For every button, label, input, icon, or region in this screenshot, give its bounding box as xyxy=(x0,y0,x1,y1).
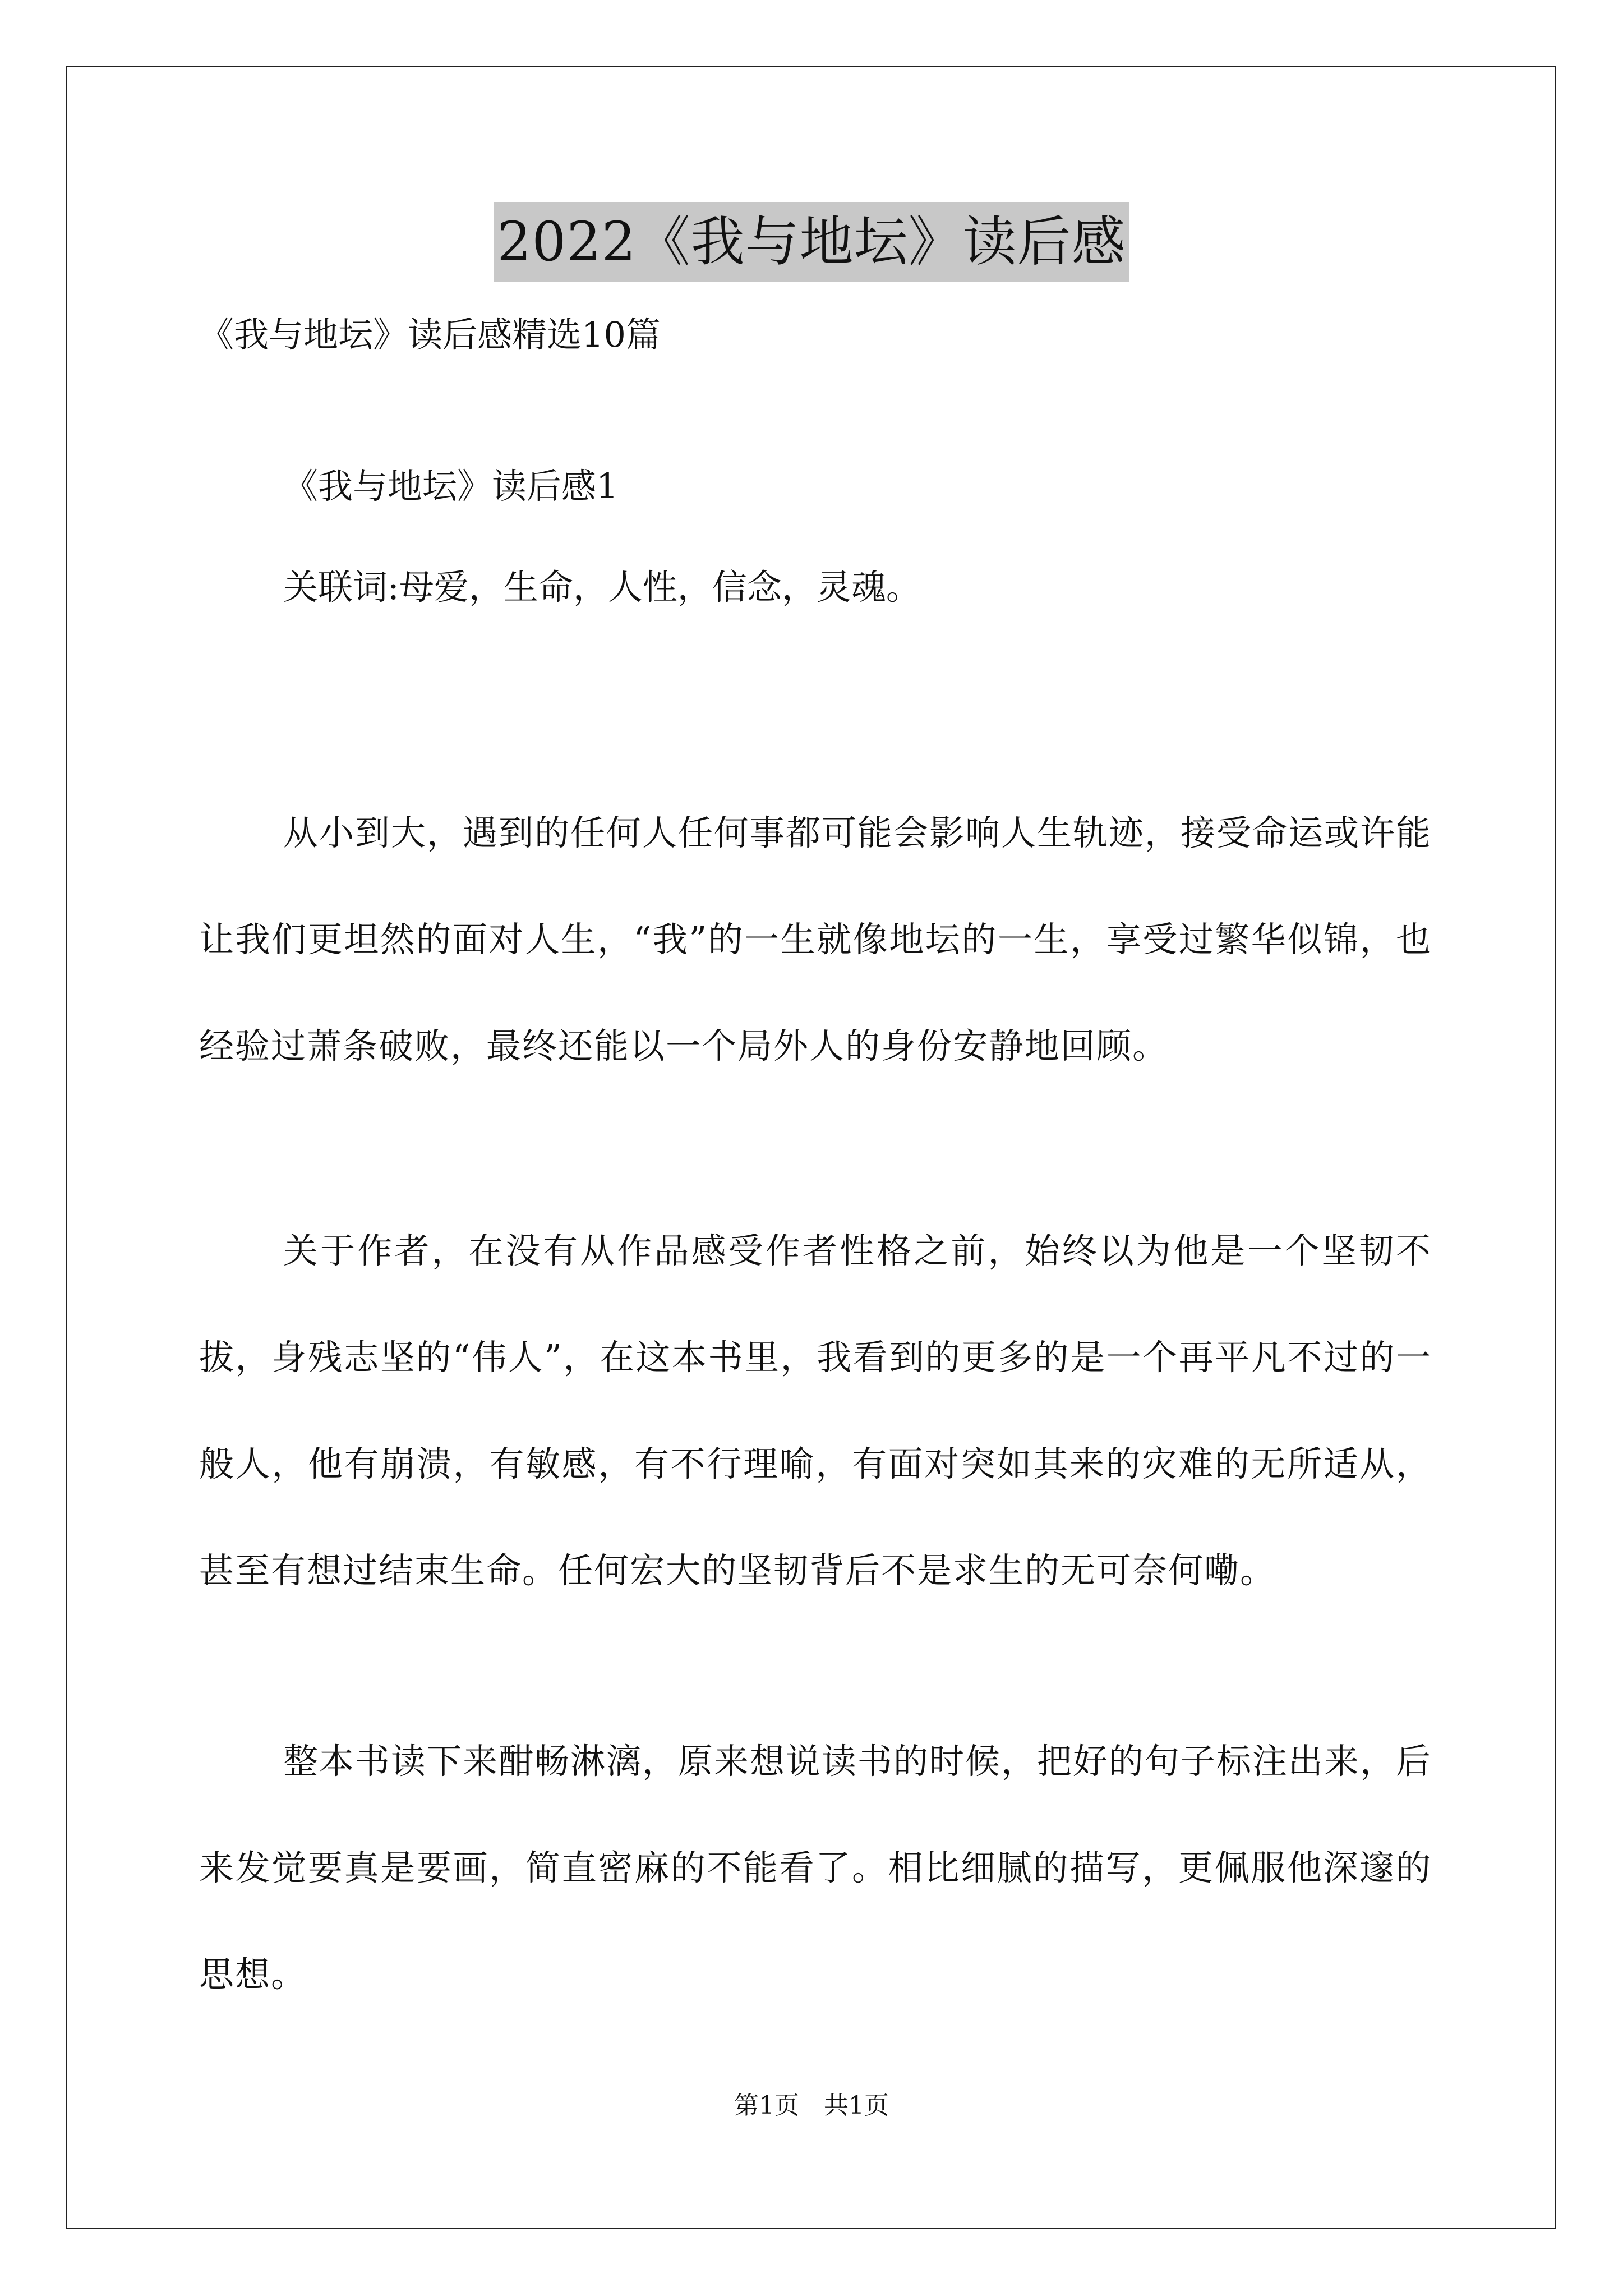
title-container xyxy=(0,202,1623,282)
body-paragraph: 关于作者，在没有从作品感受作者性格之前，始终以为他是一个坚韧不拔，身残志坚的“伟人”，在这本书里，我看到的更多的是一个再平凡不过的一般人，他有崩溃，有敏感，有不行理喻，有面对突如其来的灾难的无所适从，甚至有想过结束生命。任何宏大的坚韧背后不是求生的无可奈何嘞。 xyxy=(199,1230,1432,1591)
document-title: 2022《我与地坛》读后感 xyxy=(494,202,1129,282)
body-paragraph: 从小到大，遇到的任何人任何事都可能会影响人生轨迹，接受命运或许能让我们更坦然的面对人生，“我”的一生就像地坛的一生，享受过繁华似锦，也经验过萧条破败，最终还能以一个局外人的身份安静地回顾。 xyxy=(199,812,1432,1066)
section-heading: 《我与地坛》读后感1 xyxy=(283,466,619,507)
body-paragraph: 整本书读下来酣畅淋漓，原来想说读书的时候，把好的句子标注出来，后来发觉要真是要画，简直密麻的不能看了。相比细腻的描写，更佩服他深邃的思想。 xyxy=(199,1741,1432,1995)
page-footer: 第1页 共1页 xyxy=(734,2091,889,2120)
keywords-line: 关联词:母爱，生命，人性，信念，灵魂。 xyxy=(283,567,921,608)
document-subtitle: 《我与地坛》读后感精选10篇 xyxy=(199,314,661,355)
